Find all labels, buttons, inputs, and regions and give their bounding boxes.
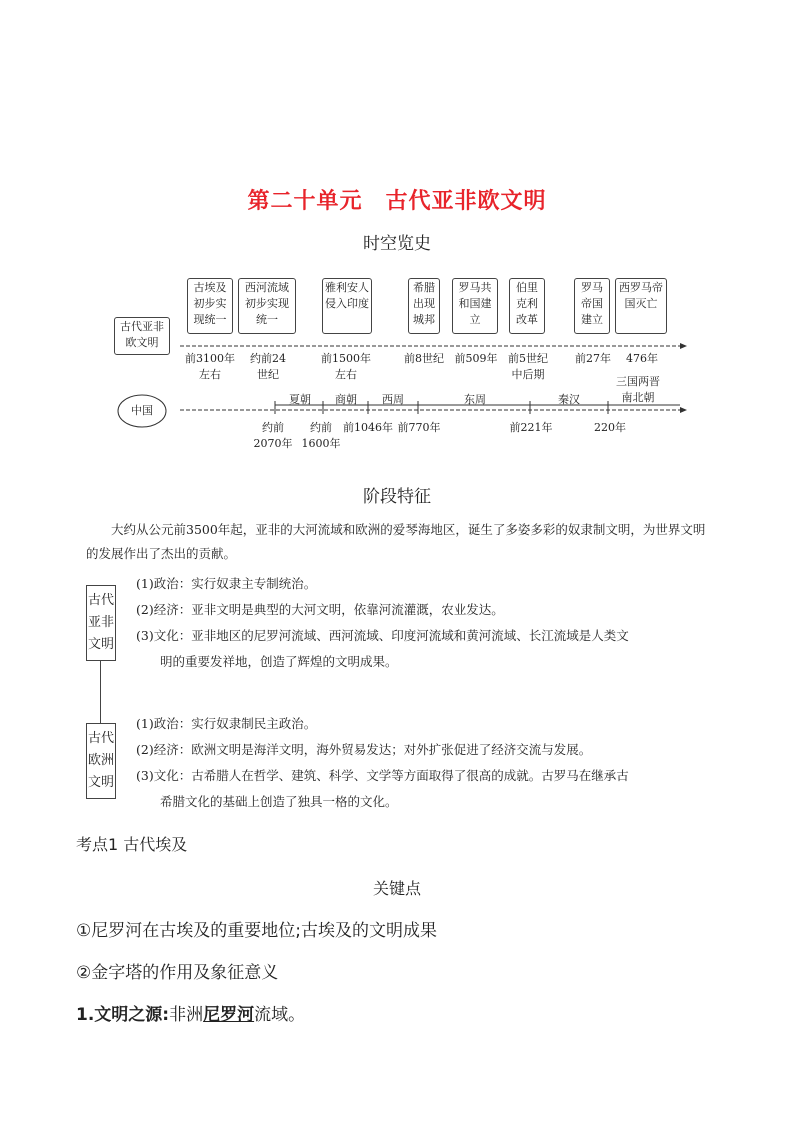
key-points-heading: 关键点: [372, 879, 421, 898]
key-point-2: ②金字塔的作用及象征意义: [76, 963, 279, 983]
event-date: 前509年: [454, 352, 498, 365]
asia-item-1: (1)政治：实行奴隶主专制统治。: [136, 576, 317, 591]
china-date: 前1046年: [343, 421, 393, 434]
point-1-label: 1.文明之源:: [76, 1005, 170, 1025]
china-date: 前221年: [509, 421, 553, 434]
europe-item-2: (2)经济：欧洲文明是海洋文明，海外贸易发达；对外扩张促进了经济交流与发展。: [136, 742, 592, 757]
dynasty-label: 夏朝: [289, 393, 311, 406]
asia-item-3: (3)文化：亚非地区的尼罗河流域、西河流域、印度河流域和黄河流域、长江流域是人类文: [136, 628, 629, 643]
event-date: 前27年: [575, 352, 611, 365]
china-axis-arrow: [680, 407, 687, 413]
connector-line: [100, 661, 101, 723]
point-1-text-b: 流域。: [254, 1005, 306, 1025]
event-box: 伯里克利改革: [509, 278, 545, 334]
event-date: 前5世纪 中后期: [508, 352, 548, 381]
stage-intro: 大约从公元前3500年起，亚非的大河流域和欧洲的爱琴海地区，诞生了多姿多彩的奴隶制文明，为世界文明的发展作出了杰出的贡献。: [86, 522, 706, 561]
event-date: 约前24 世纪: [250, 352, 286, 381]
dynasty-label: 东周: [464, 393, 486, 406]
dynasty-label: 西周: [382, 393, 404, 406]
world-row-label: 古代亚非欧文明: [114, 317, 170, 355]
china-date: 约前 1600年: [301, 421, 341, 450]
event-date: 476年: [626, 352, 658, 365]
dynasty-label: 三国两晋 南北朝: [616, 375, 660, 404]
event-box: 希腊出现城邦: [408, 278, 440, 334]
event-date: 前8世纪: [404, 352, 444, 365]
dynasty-label: 商朝: [335, 393, 357, 406]
event-box: 古埃及初步实现统一: [187, 278, 233, 334]
china-row-label: 中国: [131, 404, 153, 417]
event-date: 前3100年 左右: [185, 352, 235, 381]
key-point-1: ①尼罗河在古埃及的重要地位;古埃及的文明成果: [76, 921, 437, 941]
kaodian-heading: 考点1 古代埃及: [76, 835, 188, 854]
asia-item-3-cont: 明的重要发祥地，创造了辉煌的文明成果。: [160, 654, 398, 669]
dynasty-label: 秦汉: [558, 393, 580, 406]
china-date: 前770年: [397, 421, 441, 434]
europe-box: 古代欧洲文明: [86, 723, 116, 799]
event-box: 罗马共和国建立: [452, 278, 498, 334]
asia-item-2: (2)经济：亚非文明是典型的大河文明，依靠河流灌溉，农业发达。: [136, 602, 504, 617]
timeline-heading: 时空览史: [363, 234, 431, 254]
europe-item-3: (3)文化：古希腊人在哲学、建筑、科学、文学等方面取得了很高的成就。古罗马在继承古: [136, 768, 629, 783]
timeline: [0, 0, 794, 470]
event-box: 西罗马帝国灭亡: [615, 278, 667, 334]
unit-title: 第二十单元 古代亚非欧文明: [247, 189, 547, 214]
point-1-answer: 尼罗河: [203, 1005, 255, 1025]
event-box: 西河流域初步实现统一: [238, 278, 296, 334]
europe-item-1: (1)政治：实行奴隶制民主政治。: [136, 716, 317, 731]
asia-africa-box: 古代亚非文明: [86, 585, 116, 661]
event-box: 雅利安人侵入印度: [322, 278, 372, 334]
europe-item-3-cont: 希腊文化的基础上创造了独具一格的文化。: [160, 794, 398, 809]
point-1: [76, 1000, 305, 1025]
event-box: 罗马帝国建立: [574, 278, 610, 334]
world-axis-arrow: [680, 343, 687, 349]
stage-heading: 阶段特征: [363, 487, 431, 507]
china-date: 220年: [594, 421, 626, 434]
point-1-text-a: 非洲: [169, 1005, 204, 1025]
event-date: 前1500年 左右: [321, 352, 371, 381]
china-date: 约前 2070年: [253, 421, 293, 450]
